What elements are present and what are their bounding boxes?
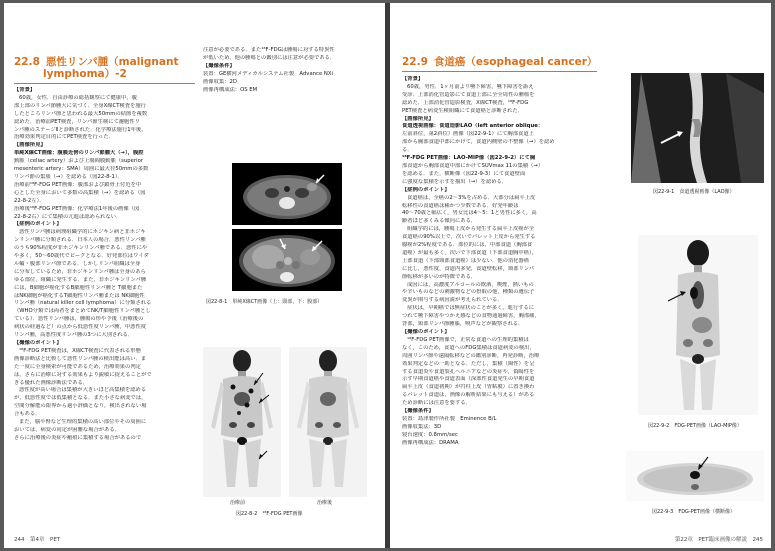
text-line: 40〜70歳と幅広く，男女比は4〜5：1と男性に多く，高	[402, 210, 537, 217]
fig2-label-after: 治療後	[317, 500, 333, 506]
text-line: 空間分解能の限界から過小評価となり，検出されない場	[14, 403, 147, 410]
text-line: はNK細胞が癌化するT細胞性リンパ腫または NK細胞性	[14, 292, 145, 299]
right-title-rule	[402, 71, 597, 72]
text-line: リンパ腫（natural killer cell lymphoma）に分類される	[14, 300, 152, 307]
text-line: する食道炎や食道裂孔ヘルニアなどの炎症や，偽陽性を	[402, 368, 535, 375]
esophagogram-image	[631, 73, 764, 183]
text-line: 背部，頸部リンパ節腫脹，嗄声などが観察される．	[402, 321, 524, 328]
text-line: が，低悪性度では低集積となる．また小さな病変では，	[14, 395, 147, 402]
text-line: リンパ腫，高悪性度リンパ腫の3つに大別される．	[14, 332, 134, 339]
text-line: 効果判定などの一助となる．ただし，集積（陽性）を呈	[402, 360, 535, 367]
text-line: 成因には，高濃度アルコールの飲酒，喫煙，熱いもの	[407, 281, 534, 288]
pet-lao-mip-image	[638, 235, 758, 415]
left-column-2	[203, 47, 373, 94]
text-line: ンパ腫のステージⅡと診断された．化学療法施行1年後，	[14, 126, 147, 133]
text-line: や辛いものなどの刺激物などの摂取の他，種類の遺伝子	[402, 289, 535, 296]
book-spread	[4, 3, 771, 548]
text-line: や多く，50〜60歳代でピークとなる．好発部位はワイダ	[14, 253, 149, 260]
right-page	[390, 3, 771, 548]
text-line: 食道癌は，全癌の2〜3%を占める．大部分は扁平上皮	[407, 194, 536, 201]
text-line: きる優れた画像診断法である．	[14, 379, 89, 386]
text-line: 画像再構成法：OS EM	[203, 86, 258, 93]
right-section-title-text: 食道癌（esophageal cancer）	[433, 56, 598, 68]
text-line: ため診断には注意を要する．	[402, 400, 471, 407]
pet-before-treatment-image	[203, 347, 281, 497]
text-line: ンリンパ腫に分類される．日本人の場合，悪性リンパ腫	[14, 237, 146, 244]
text-line: ¹⁸F-FDG PET検査は，X線CT検査に代表される形態	[19, 347, 141, 354]
text-line: に分布しているため，非ホジキンリンパ腫は全身のあら	[14, 268, 146, 275]
text-line: つれて嚥下障害やつかえ感などの食物通過障害，胸部痛，	[402, 313, 540, 320]
text-line: 画像診断法と比較して悪性リンパ腫の検出能は高い．ま	[14, 355, 147, 362]
pet-axial-image	[626, 451, 764, 501]
text-line: ル輪・腹部リンパ節である．しかしリンパ組織は全身	[14, 260, 141, 267]
text-line: また，脳や腎など生理的集積の高い部位やその周囲に	[19, 419, 147, 426]
left-fig1-caption: 図22-8-1 単純X線CT画像（上：頸部，下：腹部）	[206, 299, 323, 305]
text-line: 60歳，男性．1ヶ月前より嚥下障害，嚥下障害を訴え	[407, 83, 534, 90]
right-section-title	[402, 56, 597, 68]
text-line: mesenteric artery：SMA）周囲に最大径50mmの多数	[14, 166, 149, 173]
text-line: 合もある．	[14, 411, 41, 418]
text-line: 転移性の食道癌は稀かつ少数である．好発年齢は	[402, 202, 519, 209]
text-line: 周囲リンパ節や遠隔転移などの鑑別診断，再発診断，治療	[402, 352, 540, 359]
text-heading: 【撮像条件】	[203, 62, 235, 69]
right-section-number: 22.9	[402, 56, 428, 68]
text-line: 受診．上部消化管造影にて食道上部に全全周性の腫瘍を	[402, 91, 535, 98]
text-line: が低いため，他の腫瘍との鑑別には注意が必要である．	[203, 54, 336, 61]
left-section-number: 22.8	[14, 56, 40, 68]
text-line: 画像収集：2D	[203, 78, 237, 85]
text-line: 治療効果判定目的にてPET検査を行った．	[14, 134, 114, 141]
text-line: 扁平上皮（食道初期）が円柱上皮（胃粘膜）に置き換わ	[402, 384, 535, 391]
text-line: 上部食道（下部頸部食道癌）は少ない．他の消化器癌	[402, 257, 530, 264]
text-line: 22-8-2右）にて集積の亢進は認められない．	[14, 213, 122, 220]
text-line: 部から胸部食道中部にかけて，食道内側壁の不整像（→）を認め	[402, 139, 555, 146]
text-line: ゆる部位，組織に発生する．また，非ホジキンリンパ腫	[14, 276, 146, 283]
left-column-1	[14, 87, 195, 443]
text-line: には，B細胞が癌化するB細胞性リンパ腫と T細胞また	[14, 284, 143, 291]
right-fig1-caption: 図22-9-1 食道透視画像（LAO像）	[653, 189, 735, 195]
ct-neck-image	[232, 163, 342, 225]
text-line: ¹⁸F-FDG PET画像で，正常な食道への生理的集積は	[407, 336, 529, 343]
text-line: 悪性度が高い場合は集積が大きいほど高集積を認める	[19, 387, 147, 394]
text-line: 節転移が多いのが特徴である．	[402, 273, 477, 280]
text-line: 心とした全身において多数の高集積（→）を認める（図	[14, 189, 146, 196]
text-line: 60歳，女性．自由診療の総括観察にて健康中，腹	[19, 94, 137, 101]
text-line: 部上部のリンパ節腫大に気づく．全身X線CT検査を施行	[14, 102, 146, 109]
text-line: 左前斜位，第2斜位）画像（図22-9-1）にて胸部食道上	[402, 131, 534, 138]
text-heading: 【画像所見】	[402, 115, 434, 122]
text-heading: 【背景】	[14, 87, 36, 93]
text-line: 齢者ほど多くみる傾向にある．	[402, 218, 477, 225]
text-line: に強度な集積を示すを描出（→）を認める．	[402, 178, 508, 185]
text-line: 部食道から胸部食道中部にかけてSUVmax 11の集積（→）	[402, 162, 544, 169]
text-heading: ¹⁸F-FDG PET画像：LAO-MIP像（図22-9-2）にて胸	[402, 155, 536, 162]
text-heading: 単純X線CT画像：腹膜近傍のリンパ節腫大（→），腹腔	[14, 150, 144, 157]
right-fig2-caption: 図22-9-2 FDG-PET画像（LAO-MIP像）	[648, 423, 742, 429]
text-line: 装置：GE横河メディカルシステム社製 Advance NXi	[203, 70, 333, 77]
text-line: 画像再構成法：DRAMA	[402, 439, 459, 446]
left-fig2-caption: 図22-8-2 ¹⁸F-FDG PET画像	[236, 511, 303, 517]
text-line: PET検査と病変生検組織にて食道癌と診断された．	[402, 107, 524, 114]
text-heading: 【撮像のポイント】	[402, 329, 450, 335]
text-line: 食道癌の90%以上で，次いでバレット上皮から発生する	[402, 234, 536, 241]
text-heading: 【症例のポイント】	[14, 221, 62, 228]
text-line: したところリンパ節と思われる最大50mmの結節を複数	[14, 110, 148, 117]
left-folio: 244 第4章 PET	[14, 537, 61, 543]
text-line: のうち90%程度が非ホジキンリンパ腫である．悪性にや	[14, 245, 148, 252]
text-line: 腺癌が2%程度である．部位的には，中部食道（胸部食	[402, 242, 533, 249]
text-line: 注意が必要である．また¹⁸F-FDGは腫瘍に対する特異性	[203, 47, 335, 53]
left-page	[4, 3, 385, 548]
text-line: 治療後¹⁸F-FDG PET画像：化学療法1年後の画像（図	[14, 205, 140, 212]
text-heading: 【撮像条件】	[402, 408, 434, 415]
text-line: 道癌）が最も多く，次いで下部食道（下部食道胸中癌），	[402, 249, 537, 256]
text-heading: 【背景】	[402, 76, 424, 82]
text-line: （WHO分類では両者をまとめてNK/T細胞性リンパ腫とし	[14, 308, 151, 315]
right-folio: 第22章 PET臨床画像の解説 245	[674, 537, 763, 543]
text-line: ている）．悪性リンパ腫は，腫瘍の形や予後（治療後の	[14, 316, 144, 323]
text-line: 変異が関与する病因説が考えられている．	[402, 297, 503, 304]
text-line: 病状の経過など）の点から低悪性度リンパ腫，中悪性度	[14, 324, 147, 331]
text-line: 治療前¹⁸F-FDG PET画像：腹部および鎖骨上付近を中	[14, 181, 142, 188]
text-line: リンパ節の集簇（→）を認める（図22-8-1）．	[14, 173, 123, 180]
text-line: 認めた．上部消化管造影検査，X線CT検査，¹⁸F-FDG	[402, 99, 529, 106]
text-line: 認めた．治療前PET検査，リンパ節生検にて濾胞性リ	[14, 118, 140, 125]
text-line: 悪性リンパ腫は病理組織学的にホジキン病と非ホジキ	[19, 229, 146, 236]
pet-after-treatment-image	[289, 347, 367, 497]
text-line: を認める．また，横断像（図22-9-3）にて食道壁面	[402, 170, 526, 177]
text-line: おいては，病変の同定が困難な場合がある．	[14, 426, 120, 433]
text-line: 装置：島津製作所社製 Eminence B/L	[402, 415, 497, 422]
text-line: 組織学的には，腫瘍上皮から発生する扁平上皮癌が全	[407, 226, 535, 233]
left-title-rule	[14, 83, 195, 84]
text-line: 動脈（celiac artery）および上腸間膜動脈（superior	[14, 158, 143, 165]
left-section-title-line1: 悪性リンパ腫（malignant	[45, 56, 179, 68]
text-heading: 【症例のポイント】	[402, 186, 450, 193]
text-line: 示す早期食道癌や食道表面（深部性食道発生の早期食道	[402, 376, 535, 383]
left-section-title-line2: lymphoma）-2	[43, 68, 127, 80]
text-line: 寝台速度：0.8mm/sec	[402, 431, 458, 438]
ct-abdomen-image	[232, 229, 342, 291]
fig2-label-before: 治療前	[230, 500, 246, 506]
text-heading: 食道透視画像：食道造影LAO（left anterior oblique：	[402, 123, 544, 130]
text-line: 画像収集法：3D	[402, 423, 442, 430]
text-line: 症状は，早期癌では無症状のことが多く，進行するに	[407, 305, 535, 312]
text-line: た一度に全身検索が可能であるため，治療効果の判定	[14, 363, 141, 370]
text-line: る．	[402, 147, 413, 154]
text-line: は，さらに治療に対する効果もより鋭敏に捉えることがで	[14, 371, 152, 378]
right-column-1	[402, 76, 598, 448]
right-fig3-caption: 図22-9-3 FDG-PET画像（横断像）	[652, 509, 735, 515]
text-line: さらに治療後の炎症や瘢痕に集積する場合があるので	[14, 434, 142, 441]
text-line: るバレット食道は，画像の解析結果にも与える）がある	[402, 392, 535, 399]
text-line: 22-8-2左）．	[14, 197, 45, 204]
left-section-title	[14, 56, 178, 80]
text-line: なく，このため，食道へのFDG集積は食道病変の検出，	[402, 344, 535, 351]
text-heading: 【撮像のポイント】	[14, 340, 62, 346]
text-line: に比し，悪性度，食道内多発，食道壁転移，頸部リンパ	[402, 265, 535, 272]
text-heading: 【画像所見】	[14, 142, 46, 149]
